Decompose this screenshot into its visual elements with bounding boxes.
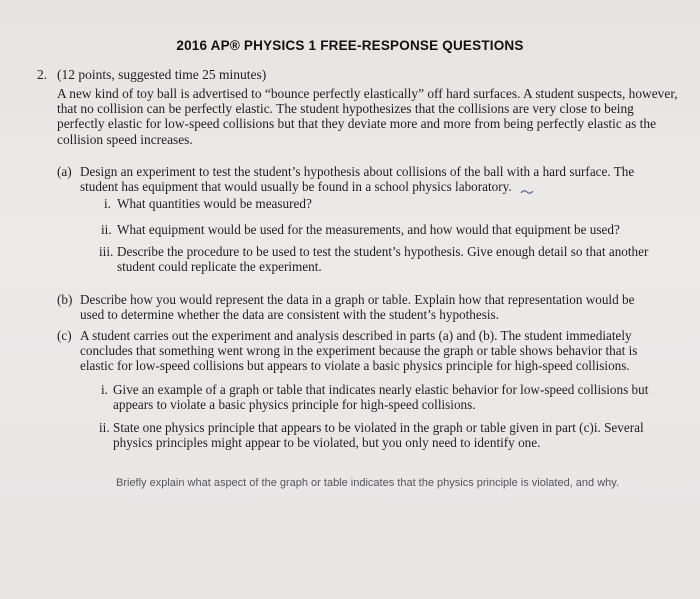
page-title: 2016 AP® PHYSICS 1 FREE-RESPONSE QUESTIONS xyxy=(176,38,524,53)
part-c-label: (c) xyxy=(57,328,72,343)
question-intro: A new kind of toy ball is advertised to “bounce perfectly elastically” off hard surfaces. A student suspects, however, that no collision can be perfectly elastic. The student hypothesizes that the collisions are very close to being perfectly elastic for low-speed collisions but that they deviate more and more from being perfectly elastic as the collision speed increases. xyxy=(57,86,678,147)
part-a-item-2-label: ii. xyxy=(101,222,112,237)
part-a-item-1-label: i. xyxy=(104,196,111,211)
part-a-item-1-text: What quantities would be measured? xyxy=(117,196,312,211)
part-c-item-2-text: State one physics principle that appears to be violated in the graph or table given in part (c)i. Several physics principles might appear to be violated, but you only need to identify one. xyxy=(113,420,644,450)
part-c-item-1-text: Give an example of a graph or table that indicates nearly elastic behavior for low-speed collisions but appears to violate a basic physics principle for high-speed collisions. xyxy=(113,382,649,412)
part-c-item-1-label: i. xyxy=(101,382,108,397)
part-c-followup: Briefly explain what aspect of the graph or table indicates that the physics principle is violated, and why. xyxy=(116,477,620,489)
part-c-item-2-label: ii. xyxy=(99,420,110,435)
part-a-item-3-text: Describe the procedure to be used to test the student’s hypothesis. Give enough detail so that another student could replicate the experiment. xyxy=(117,244,649,274)
part-b-label: (b) xyxy=(57,292,73,307)
part-a-text: Design an experiment to test the student’s hypothesis about collisions of the ball with a hard surface. The student has equipment that would usually be found in a school physics laboratory. xyxy=(80,164,635,194)
question-number: 2. xyxy=(37,67,48,82)
pen-mark xyxy=(520,189,534,195)
part-a-item-3-label: iii. xyxy=(99,244,114,259)
question-points: (12 points, suggested time 25 minutes) xyxy=(57,67,267,82)
part-a-item-2-text: What equipment would be used for the measurements, and how would that equipment be used? xyxy=(117,222,620,237)
part-c-text: A student carries out the experiment and analysis described in parts (a) and (b). The student immediately concludes that something went wrong in the experiment because the graph or table shows behavior that is elastic for low-speed collisions but appears to violate a basic physics principle for high-speed collisions. xyxy=(80,328,638,373)
part-b-text: Describe how you would represent the data in a graph or table. Explain how that representation would be used to determine whether the data are consistent with the student’s hypothesis. xyxy=(80,292,635,322)
part-a-label: (a) xyxy=(57,164,72,179)
